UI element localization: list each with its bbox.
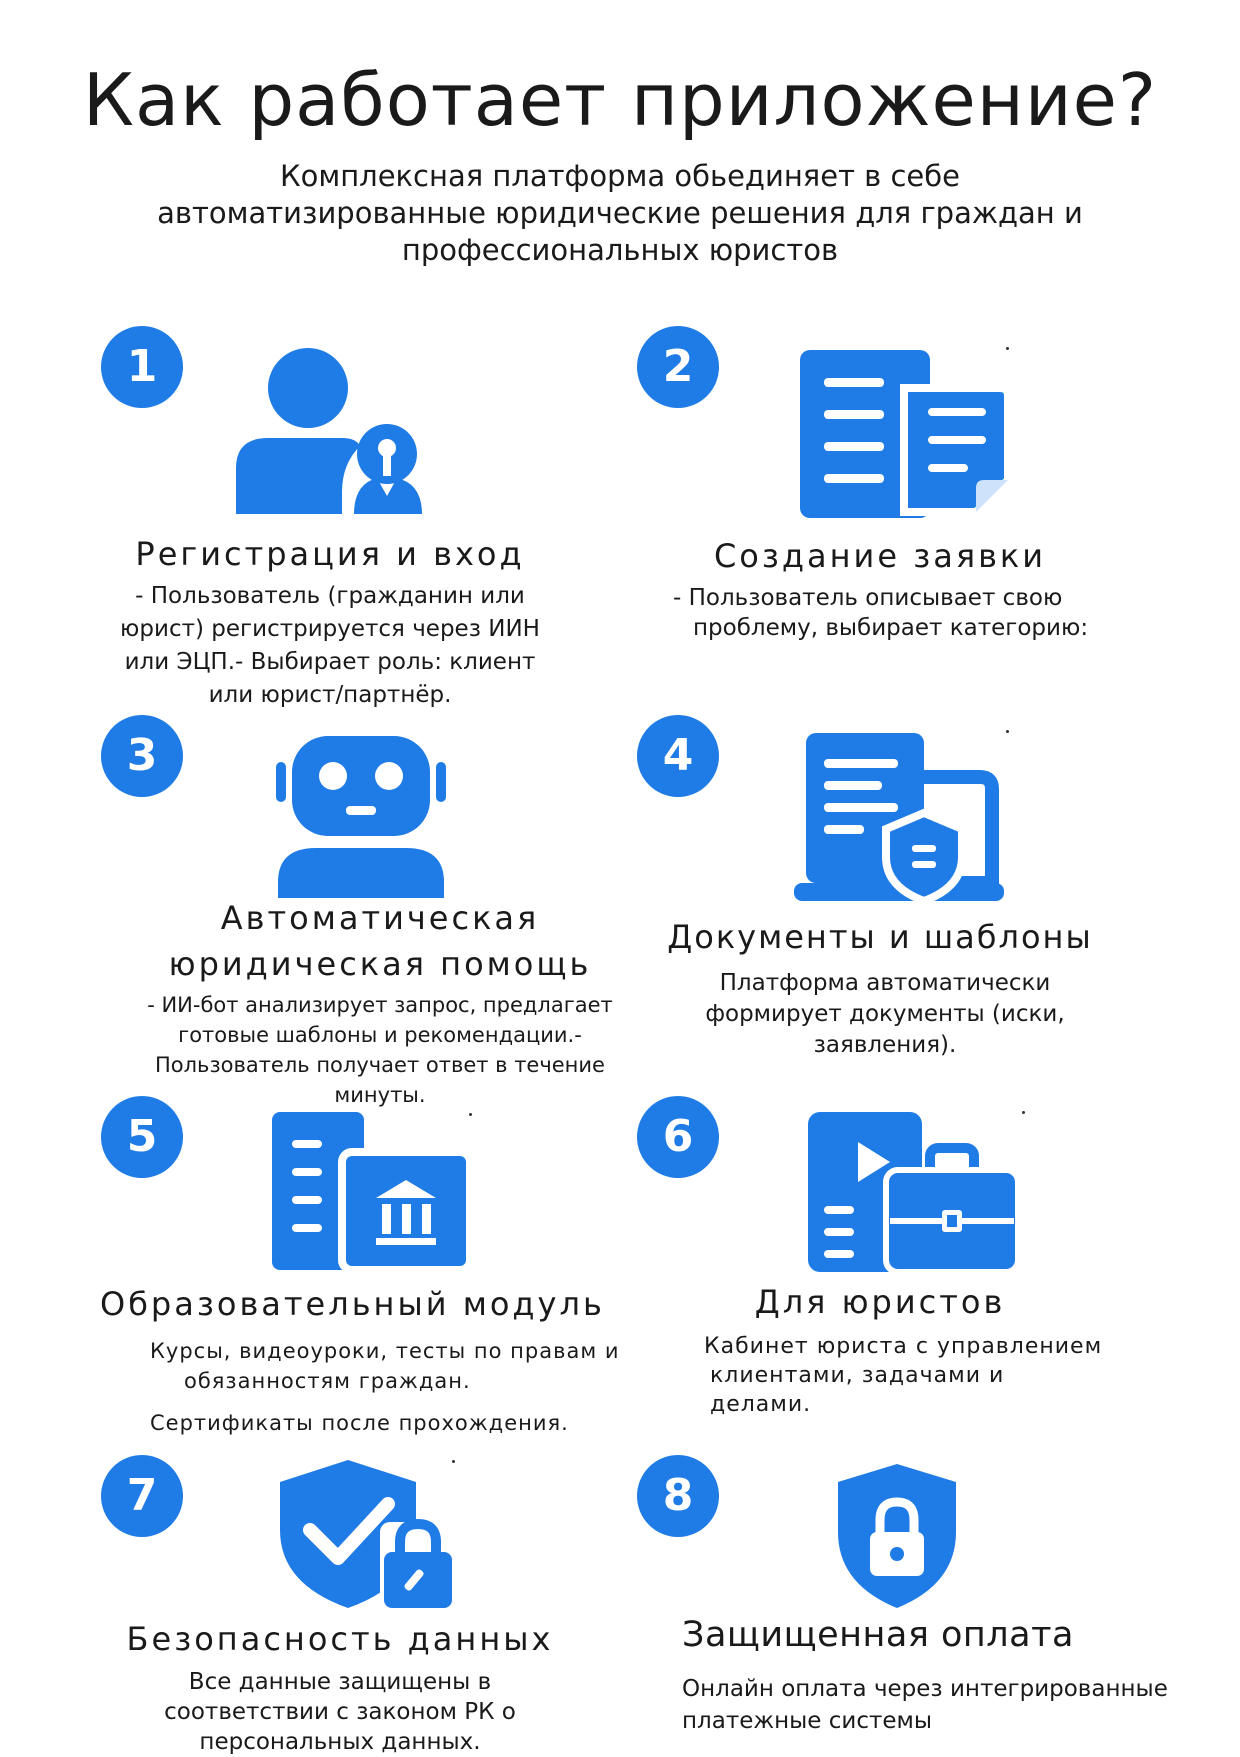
step-number-badge: 4 bbox=[637, 715, 719, 797]
step-description: Курсы, видеоуроки, тесты по правам и обязанностям граждан. Сертификаты после прохождения. bbox=[150, 1339, 620, 1435]
documents-icon bbox=[800, 350, 1010, 520]
stray-dot bbox=[469, 1113, 472, 1116]
step-number-badge: 3 bbox=[101, 715, 183, 797]
step-number-badge: 2 bbox=[637, 326, 719, 408]
user-key-icon bbox=[232, 346, 432, 516]
shield-check-lock-icon bbox=[276, 1458, 461, 1610]
step-heading: Регистрация и вход bbox=[135, 535, 525, 573]
laptop-shield-icon bbox=[792, 733, 1007, 903]
subtitle-line: профессиональных юристов bbox=[401, 233, 839, 267]
step-description: Платформа автоматически формирует документы (иски, заявления). bbox=[705, 970, 1065, 1058]
step-description: Все данные защищены в соответствии с законом РК о персональных данных. bbox=[164, 1669, 516, 1755]
robot-icon bbox=[276, 732, 446, 898]
step-description: - Пользователь (гражданин или юрист) регистрируется через ИИН или ЭЦП.- Выбирает роль: клиент или юрист/партнёр. bbox=[120, 583, 540, 708]
stray-dot bbox=[1022, 1111, 1025, 1114]
step-heading: Для юристов bbox=[754, 1283, 1006, 1321]
subtitle-line: автоматизированные юридические решения для граждан и bbox=[157, 196, 1083, 230]
step-number-badge: 1 bbox=[101, 326, 183, 408]
step-number-badge: 6 bbox=[637, 1096, 719, 1178]
step-number-badge: 5 bbox=[101, 1096, 183, 1178]
subtitle-line: Комплексная платформа обьединяет в себе bbox=[279, 159, 960, 193]
step-heading: Документы и шаблоны bbox=[667, 918, 1093, 956]
document-court-icon bbox=[272, 1112, 472, 1272]
stray-dot bbox=[452, 1460, 455, 1463]
step-heading: Образовательный модуль bbox=[100, 1285, 605, 1323]
step-number-badge: 8 bbox=[637, 1455, 719, 1537]
step-heading: Безопасность данных bbox=[126, 1620, 554, 1658]
shield-lock-icon bbox=[836, 1462, 958, 1610]
page-title: Как работает приложение? bbox=[82, 58, 1158, 142]
step-description: - Пользователь описывает свою проблему, выбирает категорию: bbox=[673, 585, 1089, 641]
step-description: - ИИ-бот анализирует запрос, предлагает готовые шаблоны и рекомендации.- Пользователь получает ответ в течение минуты. bbox=[147, 993, 613, 1107]
step-heading: Защищенная оплата bbox=[682, 1615, 1074, 1655]
stray-dot bbox=[1006, 730, 1009, 733]
step-number-badge: 7 bbox=[101, 1455, 183, 1537]
page-subtitle bbox=[140, 158, 1100, 269]
stray-dot bbox=[1006, 347, 1009, 350]
video-briefcase-icon bbox=[806, 1110, 1021, 1275]
step-heading: Автоматическая юридическая помощь bbox=[168, 899, 592, 983]
step-description: Онлайн оплата через интегрированные платежные системы bbox=[682, 1676, 1168, 1734]
step-description: Кабинет юриста с управлением клиентами, задачами и делами. bbox=[704, 1334, 1103, 1417]
step-heading: Создание заявки bbox=[713, 537, 1047, 575]
